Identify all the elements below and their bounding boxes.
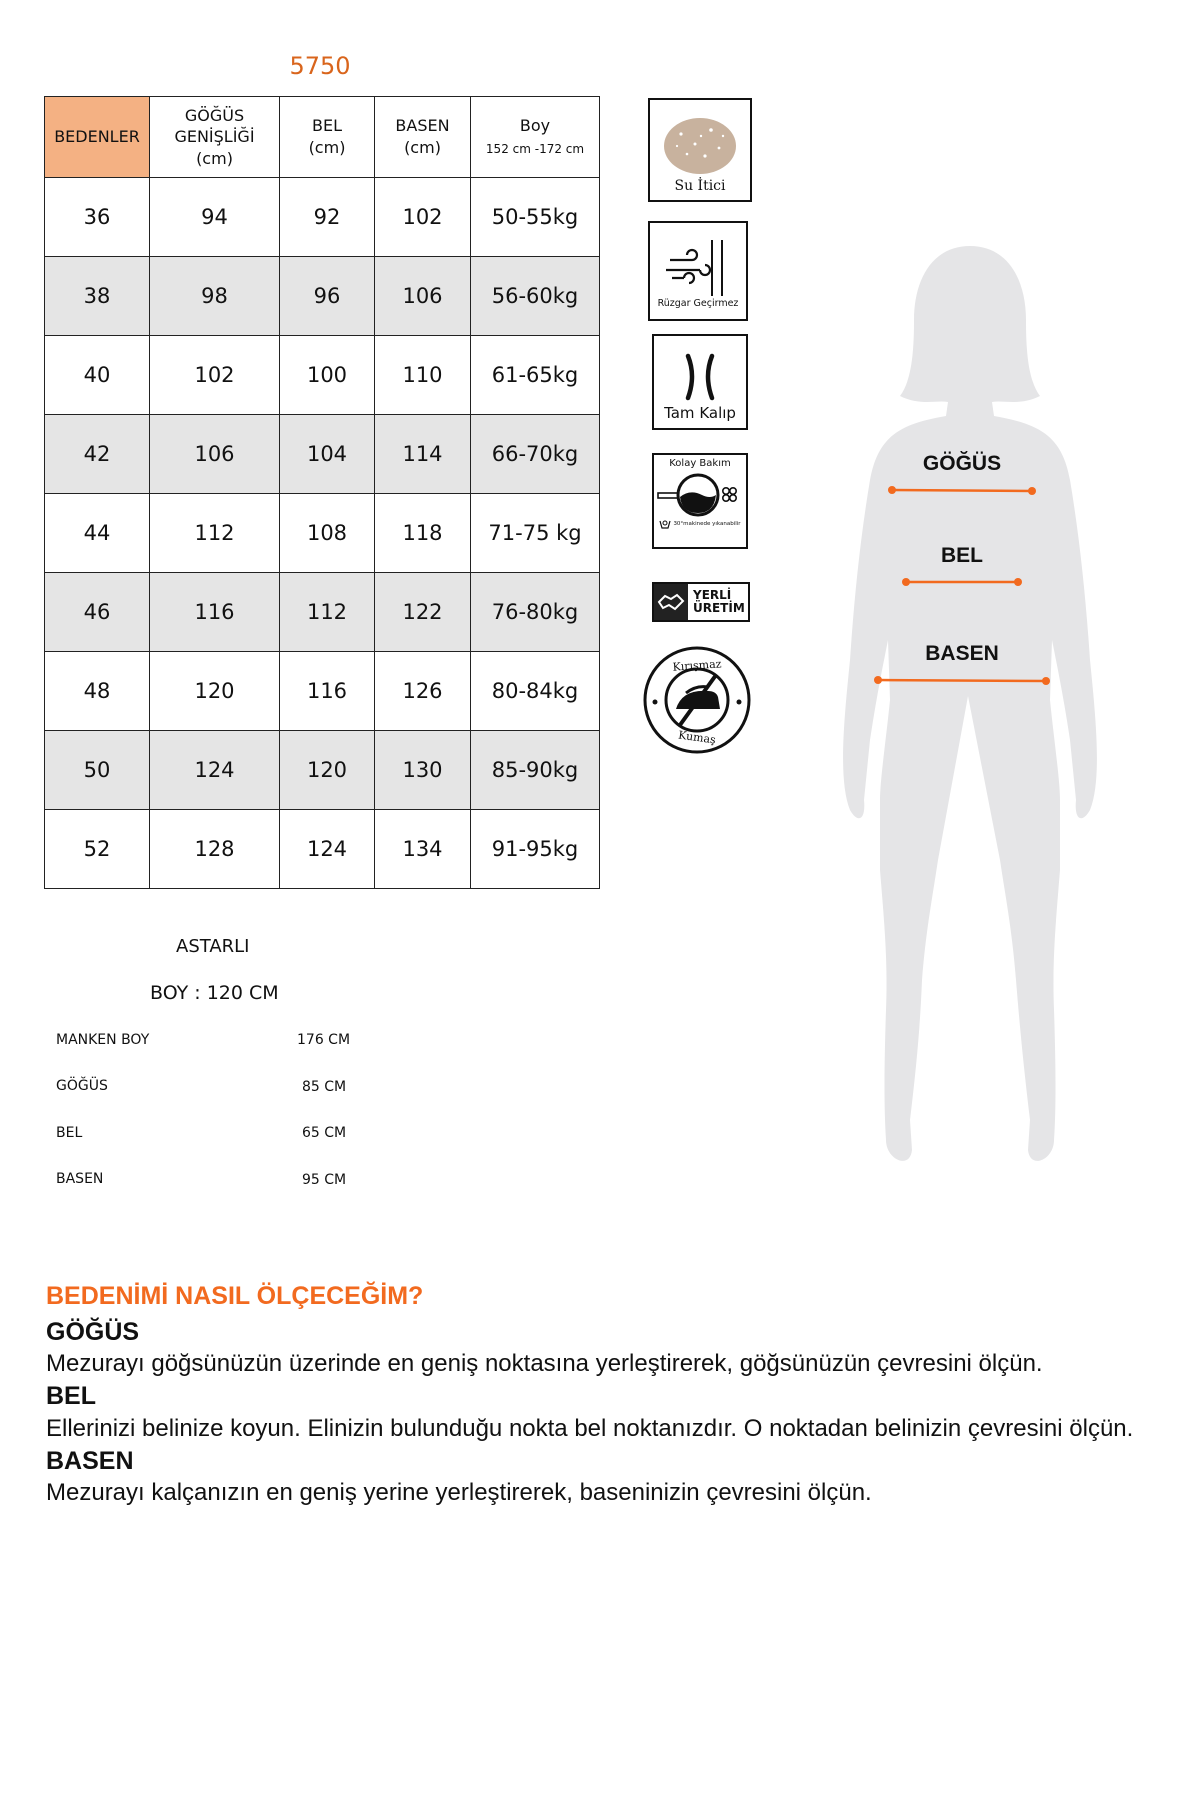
- weight-cell: 80-84kg: [471, 652, 600, 731]
- header-label: BEDENLER: [54, 127, 140, 147]
- size-cell: 50: [45, 731, 150, 810]
- table-row: [45, 573, 600, 652]
- waist-cell: 116: [280, 652, 375, 731]
- table-row: [45, 810, 600, 889]
- table-row: [45, 731, 600, 810]
- how-to-measure-title: BEDENİMİ NASIL ÖLÇECEĞİM?: [46, 1282, 424, 1310]
- waist-cell: 92: [280, 178, 375, 257]
- model-hip-value: 95 CM: [302, 1172, 347, 1188]
- weight-cell: 61-65kg: [471, 336, 600, 415]
- wrinkle-free-bottom-label: Kumaş: [677, 728, 717, 747]
- header-waist: [280, 97, 375, 178]
- size-cell: 38: [45, 257, 150, 336]
- length-label: BOY : 120 CM: [150, 982, 279, 1004]
- model-hip-label: BASEN: [56, 1171, 104, 1187]
- size-cell: 52: [45, 810, 150, 889]
- header-chest: [150, 97, 280, 178]
- header-unit: (cm): [308, 138, 346, 157]
- fit-silhouette-icon: [670, 350, 730, 404]
- chest-label: GÖĞÜS: [922, 452, 1002, 475]
- windproof-badge: [648, 221, 748, 321]
- hip-cell: 134: [375, 810, 471, 889]
- waist-cell: 104: [280, 415, 375, 494]
- header-label: Boy: [519, 116, 551, 136]
- waist-label: BEL: [941, 544, 983, 567]
- chest-cell: 120: [150, 652, 280, 731]
- waist-cell: 124: [280, 810, 375, 889]
- easy-care-label: Kolay Bakım: [669, 458, 731, 469]
- table-row: [45, 652, 600, 731]
- weight-cell: 56-60kg: [471, 257, 600, 336]
- weight-cell: 66-70kg: [471, 415, 600, 494]
- product-code: 5750: [289, 52, 351, 80]
- chest-cell: 98: [150, 257, 280, 336]
- size-cell: 36: [45, 178, 150, 257]
- header-sizes: [45, 97, 150, 178]
- weight-cell: 71-75 kg: [471, 494, 600, 573]
- wrinkle-free-badge: [642, 645, 752, 755]
- windproof-label: Rüzgar Geçirmez: [657, 298, 739, 309]
- water-drop-fabric-icon: [661, 116, 739, 176]
- wash-temp-row: [659, 519, 740, 529]
- table-row: [45, 178, 600, 257]
- size-cell: 48: [45, 652, 150, 731]
- model-waist-label: BEL: [56, 1125, 83, 1141]
- chest-instructions: Mezurayı göğsünüzün üzerinde en geniş noktasına yerleştirerek, göğsünüzün çevresini ölçün.: [46, 1350, 1043, 1378]
- header-height: [471, 97, 600, 178]
- waist-cell: 120: [280, 731, 375, 810]
- hip-instructions: Mezurayı kalçanızın en geniş yerine yerleştirerek, baseninizin çevresini ölçün.: [46, 1479, 872, 1507]
- header-unit: (cm): [404, 138, 441, 157]
- regular-fit-badge: [652, 334, 748, 430]
- hip-cell: 126: [375, 652, 471, 731]
- model-waist-value: 65 CM: [302, 1125, 347, 1141]
- wash-basin-icon: [659, 519, 671, 529]
- model-height-value: 176 CM: [297, 1032, 351, 1048]
- wrinkle-free-top-label: Kırışmaz: [672, 657, 722, 674]
- body-measurement-figure: [840, 240, 1100, 1180]
- size-cell: 46: [45, 573, 150, 652]
- chest-cell: 112: [150, 494, 280, 573]
- lining-label: ASTARLI: [176, 936, 250, 957]
- size-cell: 40: [45, 336, 150, 415]
- header-label: GÖĞÜS: [184, 105, 245, 125]
- header-unit: (cm): [196, 148, 233, 168]
- table-header-row: [45, 97, 600, 178]
- wash-temp-label: 30°makinede yıkanabilir: [673, 521, 741, 527]
- hip-cell: 130: [375, 731, 471, 810]
- model-chest-label: GÖĞÜS: [56, 1078, 108, 1094]
- chest-cell: 116: [150, 573, 280, 652]
- easy-care-badge: [652, 453, 748, 549]
- header-hip: [375, 97, 471, 178]
- size-table: [44, 96, 600, 889]
- weight-cell: 76-80kg: [471, 573, 600, 652]
- table-row: [45, 415, 600, 494]
- table-row: [45, 257, 600, 336]
- hip-cell: 122: [375, 573, 471, 652]
- size-cell: 42: [45, 415, 150, 494]
- washing-machine-icon: [656, 469, 744, 521]
- chest-heading: GÖĞÜS: [46, 1318, 140, 1346]
- chest-cell: 128: [150, 810, 280, 889]
- hip-cell: 110: [375, 336, 471, 415]
- header-label: GENİŞLİĞİ: [174, 127, 255, 147]
- model-height-label: MANKEN BOY: [56, 1032, 150, 1048]
- how-to-measure: [46, 1282, 1166, 1510]
- chest-cell: 94: [150, 178, 280, 257]
- table-row: [45, 494, 600, 573]
- hip-cell: 118: [375, 494, 471, 573]
- regular-fit-label: Tam Kalıp: [664, 404, 736, 422]
- hip-cell: 102: [375, 178, 471, 257]
- weight-cell: 91-95kg: [471, 810, 600, 889]
- waist-heading: BEL: [46, 1382, 96, 1411]
- waist-cell: 108: [280, 494, 375, 573]
- hip-heading: BASEN: [46, 1446, 134, 1475]
- body-silhouette-icon: [840, 240, 1100, 1180]
- weight-cell: 50-55kg: [471, 178, 600, 257]
- chest-cell: 124: [150, 731, 280, 810]
- local-production-line-2: ÜRETİM: [693, 601, 745, 615]
- wind-icon: [662, 238, 734, 298]
- chest-cell: 102: [150, 336, 280, 415]
- chest-cell: 106: [150, 415, 280, 494]
- handshake-icon: [654, 584, 688, 620]
- hip-cell: 106: [375, 257, 471, 336]
- table-row: [45, 336, 600, 415]
- model-chest-value: 85 CM: [302, 1079, 347, 1095]
- waist-cell: 112: [280, 573, 375, 652]
- water-repellent-label: Su İtici: [674, 178, 726, 194]
- size-cell: 44: [45, 494, 150, 573]
- waist-instructions: Ellerinizi belinize koyun. Elinizin bulunduğu nokta bel noktanızdır. O noktadan belinizin çevresini ölçün.: [46, 1414, 1134, 1442]
- local-production-line-1: YERLİ: [693, 588, 732, 603]
- waist-cell: 96: [280, 257, 375, 336]
- weight-cell: 85-90kg: [471, 731, 600, 810]
- local-production-badge: [652, 582, 750, 622]
- hip-label: BASEN: [925, 642, 999, 665]
- header-label: BEL: [312, 116, 342, 136]
- hip-cell: 114: [375, 415, 471, 494]
- header-height-range: 152 cm -172 cm: [485, 142, 585, 156]
- water-repellent-badge: [648, 98, 752, 202]
- waist-cell: 100: [280, 336, 375, 415]
- header-label: BASEN: [395, 116, 450, 136]
